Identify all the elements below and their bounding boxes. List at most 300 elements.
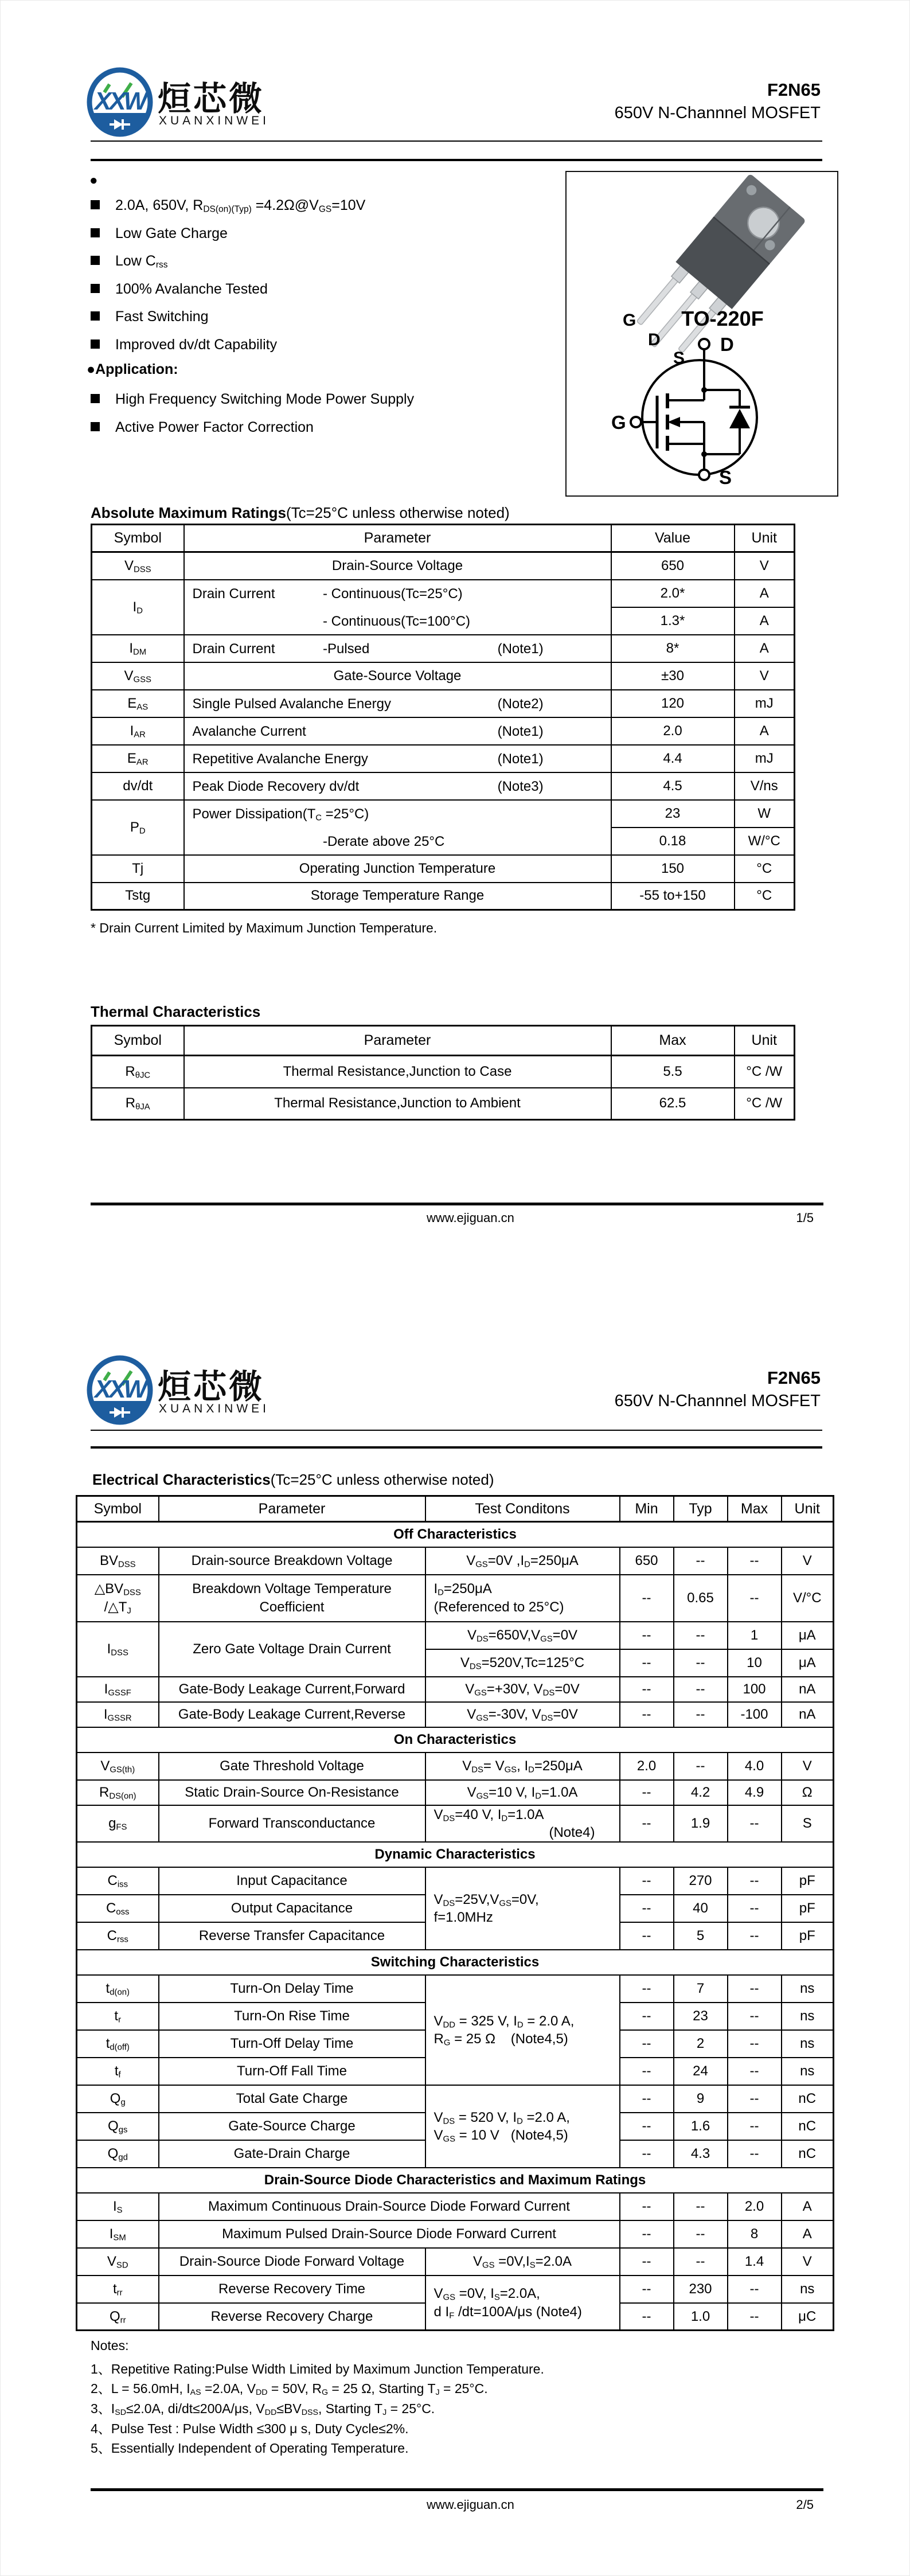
notes-heading: Notes:: [91, 2338, 129, 2353]
table-cell: $V_{SD}$: [77, 2248, 159, 2276]
table-cell: Gate-Drain Charge: [159, 2140, 425, 2168]
table-cell: 4.9: [728, 1780, 782, 1805]
brand-name-cn: 烜芯微: [158, 80, 265, 118]
table-cell: --: [620, 2085, 674, 2113]
table-cell: Drain-Source Diode Characteristics and Maximum Ratings: [77, 2168, 834, 2193]
table-cell: Tj: [92, 855, 184, 883]
table-cell: --: [620, 1649, 674, 1677]
note-item: 2、L = 56.0mH, $I_{AS} =2.0A$, $V_{DD} = 50V$, $R_G = 25$ Ω, Starting $T_J = 25^\circ C$.: [91, 2381, 488, 2398]
table-cell: $V_{DS}=40$ V, $I_D=1.0A$ (Note4): [425, 1805, 620, 1842]
table-cell: 5: [674, 1922, 728, 1950]
table-cell: V: [735, 662, 795, 690]
table-row: [92, 855, 795, 883]
table-cell: --: [620, 2113, 674, 2140]
table-cell: nA: [782, 1677, 834, 1702]
table-cell: $V_{GS(th)}$: [77, 1753, 159, 1780]
table-row: [92, 745, 795, 772]
mosfet-symbol-icon: [631, 339, 757, 480]
elec-title-rest: (Tc=25°C unless otherwise noted): [270, 1471, 494, 1488]
table-cell: $V_{DD} = 325$ V, $I_D = 2.0$ A, $R_G = 25$ Ω (Note4,5): [425, 1975, 620, 2085]
table-cell: $Q_{rr}$: [77, 2303, 159, 2331]
table-cell: $I_{GSSR}$: [77, 1702, 159, 1727]
footer-website: www.ejiguan.cn: [427, 1211, 514, 1225]
table-cell: --: [674, 2220, 728, 2248]
table-cell: $Q_g$: [77, 2085, 159, 2113]
feature-item: [91, 307, 209, 326]
table-cell: V: [782, 1547, 834, 1575]
table-cell: $E_{AR}$: [92, 745, 184, 772]
table-cell: °C /W: [735, 1056, 795, 1088]
table-cell: Gate Threshold Voltage: [159, 1753, 425, 1780]
table-cell: 270: [674, 1867, 728, 1895]
table-cell: Parameter: [184, 1026, 611, 1056]
table-cell: --: [728, 2276, 782, 2303]
feature-item: [91, 335, 277, 354]
table-cell: Operating Junction Temperature: [184, 855, 611, 883]
table-cell: $V_{GS}=10$ V, $I_D=1.0A$: [425, 1780, 620, 1805]
table-cell: --: [674, 1702, 728, 1727]
table-cell: 7: [674, 1975, 728, 2003]
table-cell: $R_{\theta JA}$: [92, 1088, 184, 1120]
table-cell: 650: [611, 552, 735, 580]
table-cell: μC: [782, 2303, 834, 2331]
table-row: [77, 1975, 834, 2003]
package-box: [565, 171, 838, 497]
table-row: [77, 2248, 834, 2276]
table-row: [77, 1753, 834, 1780]
table-cell: --: [674, 1649, 728, 1677]
part-number: F2N65: [767, 80, 821, 100]
table-cell: --: [620, 1575, 674, 1622]
table-cell: Repetitive Avalanche Energy (Note1): [184, 745, 611, 772]
note-item: 1、Repetitive Rating:Pulse Width Limited by Maximum Junction Temperature.: [91, 2362, 544, 2376]
elec-title: [92, 1471, 494, 1489]
table-cell: $V_{DS}=520V,Tc=125^\circ C$: [425, 1649, 620, 1677]
feature-item: [91, 251, 168, 271]
brand-logo: [87, 67, 293, 142]
brand-name-cn: 烜芯微: [158, 1368, 265, 1406]
table-row: [77, 1677, 834, 1702]
table-cell: 150: [611, 855, 735, 883]
table-row: [77, 1950, 834, 1975]
table-cell: $E_{AS}$: [92, 690, 184, 717]
table-cell: 2.0: [620, 1753, 674, 1780]
note-item: 3、$I_{SD}\le 2.0A$, di/dt≤200A/μs, $V_{DD}\le BV_{DSS}$, Starting $T_J = 25^\circ C$.: [91, 2401, 435, 2418]
table-cell: Test Conditons: [425, 1496, 620, 1522]
table-cell: 4.5: [611, 772, 735, 800]
table-cell: --: [620, 2248, 674, 2276]
thermal-title: [91, 1003, 260, 1021]
table-cell: V: [782, 2248, 834, 2276]
pin-label-s: S: [673, 349, 685, 368]
table-row: [92, 772, 795, 800]
table-cell: Forward Transconductance: [159, 1805, 425, 1842]
table-cell: $V_{GS} =0V,I_S=2.0A$: [425, 2248, 620, 2276]
header-rule-thin: [91, 1430, 822, 1431]
footer-website: www.ejiguan.cn: [427, 2497, 514, 2512]
footer-page-number: 2/5: [796, 2497, 814, 2512]
table-cell: $I_{DSS}$: [77, 1622, 159, 1677]
table-cell: Breakdown Voltage Temperature Coefficient: [159, 1575, 425, 1622]
table-row: [77, 1622, 834, 1649]
table-cell: $R_{\theta JC}$: [92, 1056, 184, 1088]
table-cell: --: [728, 1547, 782, 1575]
footer-page-number: 1/5: [796, 1211, 814, 1225]
feature-text: Improved dv/dt Capability: [115, 337, 278, 353]
table-row: [92, 690, 795, 717]
table-cell: --: [620, 1975, 674, 2003]
table-cell: --: [620, 2220, 674, 2248]
table-cell: $V_{DSS}$: [92, 552, 184, 580]
table-cell: Turn-On Rise Time: [159, 2003, 425, 2030]
table-cell: $t_f$: [77, 2058, 159, 2085]
table-cell: S: [782, 1805, 834, 1842]
feature-text: Low $C_{rss}$: [115, 253, 168, 270]
table-cell: Max: [728, 1496, 782, 1522]
application-text: Active Power Factor Correction: [115, 419, 314, 435]
table-cell: V: [735, 552, 795, 580]
table-cell: $I_S$: [77, 2193, 159, 2220]
table-cell: A: [735, 717, 795, 745]
part-subtitle: 650V N-Channnel MOSFET: [614, 1392, 821, 1410]
table-cell: --: [674, 1622, 728, 1649]
table-cell: $R_{DS(on)}$: [77, 1780, 159, 1805]
table-cell: Drain-Source Diode Forward Voltage: [159, 2248, 425, 2276]
feature-item: [91, 196, 365, 215]
application-heading: ●Application:: [87, 361, 178, 377]
square-bullet-icon: [91, 339, 100, 349]
table-row: [77, 1496, 834, 1522]
table-cell: Dynamic Characteristics: [77, 1842, 834, 1867]
table-row: [92, 1088, 795, 1120]
table-cell: Symbol: [77, 1496, 159, 1522]
table-cell: nC: [782, 2140, 834, 2168]
brand-logo-icon: [87, 67, 153, 137]
table-cell: 4.4: [611, 745, 735, 772]
table-cell: Parameter: [159, 1496, 425, 1522]
feature-item: [91, 279, 268, 299]
part-number: F2N65: [767, 1368, 821, 1388]
table-cell: A: [782, 2220, 834, 2248]
table-cell: 1.4: [728, 2248, 782, 2276]
logo-monogram: XXW: [94, 1375, 146, 1403]
table-cell: --: [728, 2003, 782, 2030]
table-cell: Min: [620, 1496, 674, 1522]
table-cell: $C_{rss}$: [77, 1922, 159, 1950]
table-cell: --: [620, 1895, 674, 1922]
table-cell: -100: [728, 1702, 782, 1727]
table-cell: $I_{GSSF}$: [77, 1677, 159, 1702]
square-bullet-icon: [91, 422, 100, 431]
square-bullet-icon: [91, 256, 100, 265]
table-cell: dv/dt: [92, 772, 184, 800]
electrical-table: [76, 1495, 834, 2331]
feature-text: 100% Avalanche Tested: [115, 281, 268, 297]
table-cell: 1.0: [674, 2303, 728, 2331]
table-cell: --: [674, 1753, 728, 1780]
table-cell: nC: [782, 2085, 834, 2113]
table-cell: --: [620, 1922, 674, 1950]
brand-name-en: XUANXINWEI: [159, 1402, 270, 1415]
table-cell: $\triangle BV_{DSS}$ $/\triangle T_J$: [77, 1575, 159, 1622]
table-cell: Gate-Source Charge: [159, 2113, 425, 2140]
table-cell: 24: [674, 2058, 728, 2085]
table-cell: V/ns: [735, 772, 795, 800]
elec-title-bold: Electrical Characteristics: [92, 1471, 271, 1488]
feature-text: Low Gate Charge: [115, 225, 228, 241]
table-cell: 100: [728, 1677, 782, 1702]
table-cell: Single Pulsed Avalanche Energy (Note2): [184, 690, 611, 717]
table-cell: V/°C: [782, 1575, 834, 1622]
application-item: [91, 417, 314, 437]
table-cell: 120: [611, 690, 735, 717]
note-item: 4、Pulse Test : Pulse Width ≤300 μ s, Duty Cycle≤2%.: [91, 2421, 409, 2436]
table-cell: --: [674, 2248, 728, 2276]
table-cell: ns: [782, 2058, 834, 2085]
table-cell: --: [620, 2140, 674, 2168]
table-cell: --: [728, 1575, 782, 1622]
table-cell: Drain-source Breakdown Voltage: [159, 1547, 425, 1575]
table-cell: Input Capacitance: [159, 1867, 425, 1895]
part-subtitle: 650V N-Channnel MOSFET: [614, 104, 821, 122]
table-cell: $V_{DS}=650V,V_{GS}=0V$: [425, 1622, 620, 1649]
table-cell: Reverse Transfer Capacitance: [159, 1922, 425, 1950]
table-cell: $V_{DS}= V_{GS}$, $I_D=250\mu A$: [425, 1753, 620, 1780]
table-cell: --: [674, 1547, 728, 1575]
table-cell: $V_{GS}=+30V$, $V_{DS}=0V$: [425, 1677, 620, 1702]
table-row: [77, 2193, 834, 2220]
footer-rule: [91, 2488, 823, 2491]
table-cell: 4.2: [674, 1780, 728, 1805]
square-bullet-icon: [91, 284, 100, 293]
table-cell: ±30: [611, 662, 735, 690]
logo-monogram: XXW: [94, 87, 146, 115]
table-cell: $I_{SM}$: [77, 2220, 159, 2248]
table-cell: 0.65: [674, 1575, 728, 1622]
table-cell: Reverse Recovery Time: [159, 2276, 425, 2303]
table-cell: 230: [674, 2276, 728, 2303]
table-cell: Reverse Recovery Charge: [159, 2303, 425, 2331]
table-cell: Symbol: [92, 1026, 184, 1056]
package-name: TO-220F: [681, 307, 764, 330]
table-cell: pF: [782, 1922, 834, 1950]
table-cell: Unit: [735, 1026, 795, 1056]
abs-max-footnote: * Drain Current Limited by Maximum Junction Temperature.: [91, 920, 438, 935]
table-cell: -55 to+150: [611, 883, 735, 910]
table-cell: 1.6: [674, 2113, 728, 2140]
package-drawing: [567, 172, 837, 495]
table-cell: --: [620, 2030, 674, 2058]
table-cell: $V_{DS}=25V,V_{GS}=0V$, f=1.0MHz: [425, 1867, 620, 1950]
table-cell: --: [674, 1677, 728, 1702]
table-cell: 40: [674, 1895, 728, 1922]
table-cell: W/°C: [735, 828, 795, 855]
table-cell: Total Gate Charge: [159, 2085, 425, 2113]
table-cell: 8*: [611, 635, 735, 662]
table-row: [77, 1727, 834, 1753]
square-bullet-icon: [91, 228, 100, 237]
table-cell: 10: [728, 1649, 782, 1677]
table-cell: --: [620, 2303, 674, 2331]
table-cell: mJ: [735, 690, 795, 717]
table-cell: 4.3: [674, 2140, 728, 2168]
table-cell: Gate-Body Leakage Current,Forward: [159, 1677, 425, 1702]
square-bullet-icon: [91, 311, 100, 321]
table-cell: Maximum Continuous Drain-Source Diode Forward Current: [159, 2193, 620, 2220]
table-row: [77, 2220, 834, 2248]
table-cell: A: [735, 580, 795, 607]
table-row: [92, 552, 795, 580]
table-cell: °C: [735, 883, 795, 910]
table-cell: Maximum Pulsed Drain-Source Diode Forward Current: [159, 2220, 620, 2248]
table-cell: --: [728, 2085, 782, 2113]
table-row: [92, 525, 795, 552]
thermal-title-bold: Thermal Characteristics: [91, 1003, 261, 1020]
table-cell: ns: [782, 2030, 834, 2058]
table-row: [77, 2168, 834, 2193]
table-cell: nA: [782, 1702, 834, 1727]
brand-name-en: XUANXINWEI: [159, 114, 270, 127]
table-row: [77, 1780, 834, 1805]
feature-text: 2.0A, 650V, $R_{DS(on)(Typ)}$ $=4.2\Omega@V_{GS}=10V$: [115, 197, 366, 214]
table-cell: 8: [728, 2220, 782, 2248]
table-cell: --: [674, 2193, 728, 2220]
table-row: [92, 800, 795, 828]
table-cell: Off Characteristics: [77, 1522, 834, 1547]
table-row: [92, 883, 795, 910]
table-cell: --: [728, 2058, 782, 2085]
header-rule-thick: [91, 159, 822, 161]
col-parameter: Parameter: [184, 525, 611, 552]
table-cell: nC: [782, 2113, 834, 2140]
footer-rule: [91, 1203, 823, 1205]
table-cell: --: [728, 2113, 782, 2140]
table-cell: Switching Characteristics: [77, 1950, 834, 1975]
table-cell: 23: [611, 800, 735, 828]
abs-max-title-rest: (Tc=25°C unless otherwise noted): [286, 504, 510, 521]
table-cell: $t_{d(off)}$: [77, 2030, 159, 2058]
table-row: [77, 1702, 834, 1727]
table-cell: Thermal Resistance,Junction to Ambient: [184, 1088, 611, 1120]
table-cell: Drain Current -Pulsed (Note1): [184, 635, 611, 662]
table-cell: $V_{GS} =0V$, $I_S=2.0A$, d $I_F$ /dt=100A/μs (Note4): [425, 2276, 620, 2331]
table-cell: --: [728, 2030, 782, 2058]
header-rule-thin: [91, 140, 822, 142]
table-cell: $BV_{DSS}$: [77, 1547, 159, 1575]
table-cell: Drain-Source Voltage: [184, 552, 611, 580]
square-bullet-icon: [91, 200, 100, 209]
table-cell: $g_{FS}$: [77, 1805, 159, 1842]
col-symbol: Symbol: [92, 525, 184, 552]
table-cell: $Q_{gs}$: [77, 2113, 159, 2140]
table-cell: On Characteristics: [77, 1727, 834, 1753]
table-cell: 2: [674, 2030, 728, 2058]
table-row: [92, 580, 795, 607]
table-cell: $I_D=250\mu A$ (Referenced to 25°C): [425, 1575, 620, 1622]
feature-item: [91, 224, 228, 243]
table-row: [77, 1842, 834, 1867]
table-cell: Output Capacitance: [159, 1895, 425, 1922]
table-cell: Gate-Source Voltage: [184, 662, 611, 690]
table-cell: μA: [782, 1622, 834, 1649]
table-cell: Peak Diode Recovery dv/dt (Note3): [184, 772, 611, 800]
table-cell: --: [620, 2276, 674, 2303]
table-cell: °C: [735, 855, 795, 883]
table-cell: 9: [674, 2085, 728, 2113]
table-cell: ns: [782, 2003, 834, 2030]
table-cell: $t_{rr}$: [77, 2276, 159, 2303]
feature-text: Fast Switching: [115, 309, 209, 325]
table-cell: $V_{GS}=0V$ $,I_D=250\mu A$: [425, 1547, 620, 1575]
table-cell: 1.3*: [611, 607, 735, 635]
table-cell: mJ: [735, 745, 795, 772]
table-cell: 2.0: [728, 2193, 782, 2220]
abs-max-title-bold: Absolute Maximum Ratings: [91, 504, 286, 521]
table-cell: 650: [620, 1547, 674, 1575]
table-cell: --: [620, 2003, 674, 2030]
table-cell: $Q_{gd}$: [77, 2140, 159, 2168]
abs-max-table: [91, 524, 795, 911]
table-cell: 23: [674, 2003, 728, 2030]
table-cell: ns: [782, 1975, 834, 2003]
thermal-table: [91, 1025, 795, 1121]
table-row: [92, 1026, 795, 1056]
table-cell: --: [620, 1780, 674, 1805]
square-bullet-icon: [91, 394, 100, 403]
table-cell: μA: [782, 1649, 834, 1677]
table-cell: --: [620, 1805, 674, 1842]
table-cell: ns: [782, 2276, 834, 2303]
table-cell: Zero Gate Voltage Drain Current: [159, 1622, 425, 1677]
table-cell: 5.5: [611, 1056, 735, 1088]
table-cell: A: [735, 607, 795, 635]
table-cell: --: [728, 2140, 782, 2168]
table-row: [92, 717, 795, 745]
table-cell: $t_{d(on)}$: [77, 1975, 159, 2003]
table-cell: 1.9: [674, 1805, 728, 1842]
table-cell: Storage Temperature Range: [184, 883, 611, 910]
table-row: [92, 1056, 795, 1088]
features-bullet-icon: ●: [89, 173, 98, 188]
brand-logo: [87, 1355, 293, 1430]
table-cell: Avalanche Current (Note1): [184, 717, 611, 745]
table-cell: Gate-Body Leakage Current,Reverse: [159, 1702, 425, 1727]
table-cell: --: [728, 1922, 782, 1950]
table-row: [77, 1575, 834, 1622]
table-cell: Unit: [782, 1496, 834, 1522]
table-cell: 2.0: [611, 717, 735, 745]
table-row: [77, 1805, 834, 1842]
table-cell: $V_{GSS}$: [92, 662, 184, 690]
table-cell: 0.18: [611, 828, 735, 855]
table-cell: $V_{DS} = 520$ V, $I_D =2.0$ A, $V_{GS} = 10$ V (Note4,5): [425, 2085, 620, 2168]
table-cell: 2.0*: [611, 580, 735, 607]
col-value: Value: [611, 525, 735, 552]
table-cell: W: [735, 800, 795, 828]
table-cell: --: [620, 1677, 674, 1702]
table-cell: $I_{DM}$: [92, 635, 184, 662]
table-cell: Typ: [674, 1496, 728, 1522]
table-cell: Turn-Off Fall Time: [159, 2058, 425, 2085]
table-cell: Turn-On Delay Time: [159, 1975, 425, 2003]
table-cell: --: [728, 1895, 782, 1922]
table-cell: --: [728, 1805, 782, 1842]
table-cell: $C_{iss}$: [77, 1867, 159, 1895]
table-cell: 1: [728, 1622, 782, 1649]
table-cell: $I_{AR}$: [92, 717, 184, 745]
table-cell: --: [728, 1867, 782, 1895]
table-row: [77, 1522, 834, 1547]
